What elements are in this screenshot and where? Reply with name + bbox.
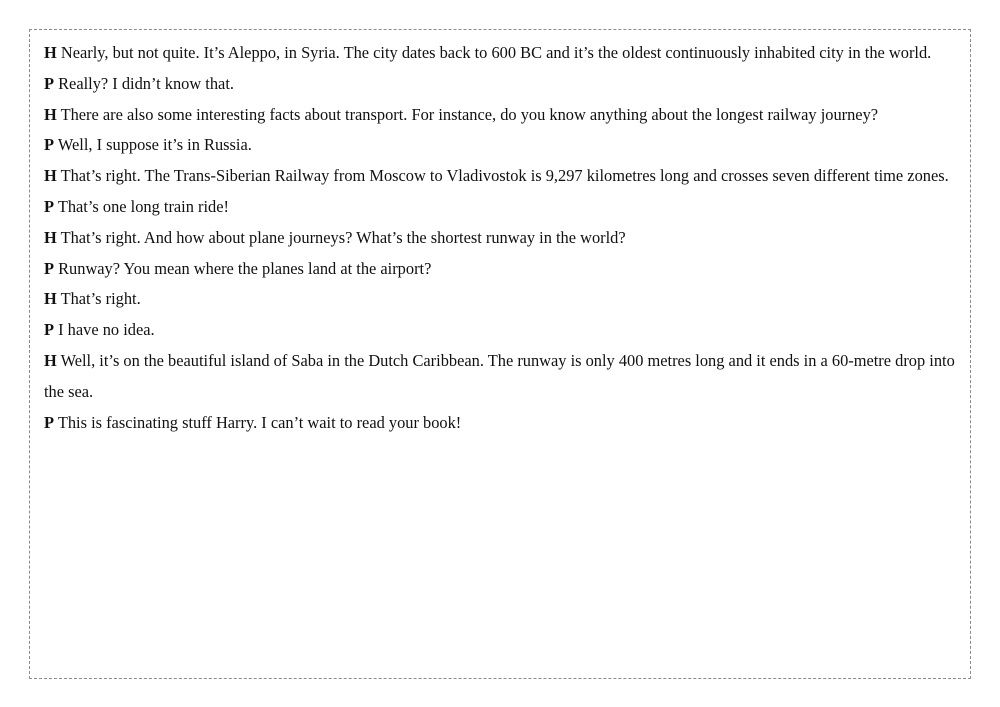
dialogue-line bbox=[44, 38, 959, 69]
speaker-label: P bbox=[44, 73, 55, 93]
line-text: Runway? You mean where the planes land at the airport? bbox=[58, 258, 432, 278]
line-text: Nearly, but not quite. It’s Aleppo, in Syria. The city dates back to 600 BC and it’s the oldest continuously inhabited city in the world. bbox=[60, 43, 932, 62]
speaker-label: P bbox=[44, 320, 55, 340]
speaker-label: P bbox=[44, 412, 55, 432]
speaker-label: P bbox=[44, 258, 55, 278]
dialogue-line bbox=[44, 284, 959, 315]
speaker-label: H bbox=[44, 104, 57, 124]
line-text: That’s right. And how about plane journeys? What’s the shortest runway in the world? bbox=[60, 227, 626, 247]
speaker-label: H bbox=[44, 43, 57, 62]
line-text: That’s one long train ride! bbox=[57, 196, 229, 216]
dialogue-line bbox=[44, 254, 959, 285]
line-text: That’s right. The Trans-Siberian Railway from Moscow to Vladivostok is 9,297 kilometres long and crosses seven different time zones. bbox=[60, 166, 949, 186]
line-text: Well, it’s on the beautiful island of Saba in the Dutch Caribbean. The runway is only 400 metres long and it ends in a 60-metre drop into the sea. bbox=[44, 350, 955, 401]
speaker-label: H bbox=[44, 227, 57, 247]
speaker-label: H bbox=[44, 289, 57, 309]
dialogue-line bbox=[44, 315, 959, 346]
dialogue-line bbox=[44, 192, 959, 223]
line-text: I have no idea. bbox=[58, 320, 155, 340]
dialogue-line bbox=[44, 161, 959, 192]
dialogue-line bbox=[44, 408, 959, 439]
dialogue-line bbox=[44, 346, 959, 408]
line-text: Well, I suppose it’s in Russia. bbox=[57, 135, 252, 155]
dialogue-transcript bbox=[44, 38, 959, 438]
line-text: This is fascinating stuff Harry. I can’t wait to read your book! bbox=[57, 412, 462, 432]
speaker-label: P bbox=[44, 135, 55, 155]
line-text: There are also some interesting facts about transport. For instance, do you know anything about the longest railway journey? bbox=[60, 104, 879, 124]
speaker-label: P bbox=[44, 196, 55, 216]
speaker-label: H bbox=[44, 166, 57, 186]
line-text: That’s right. bbox=[60, 289, 141, 309]
dialogue-line bbox=[44, 100, 959, 131]
speaker-label: H bbox=[44, 350, 57, 370]
dialogue-line bbox=[44, 130, 959, 161]
dialogue-line bbox=[44, 223, 959, 254]
line-text: Really? I didn’t know that. bbox=[58, 73, 234, 93]
dialogue-line bbox=[44, 69, 959, 100]
